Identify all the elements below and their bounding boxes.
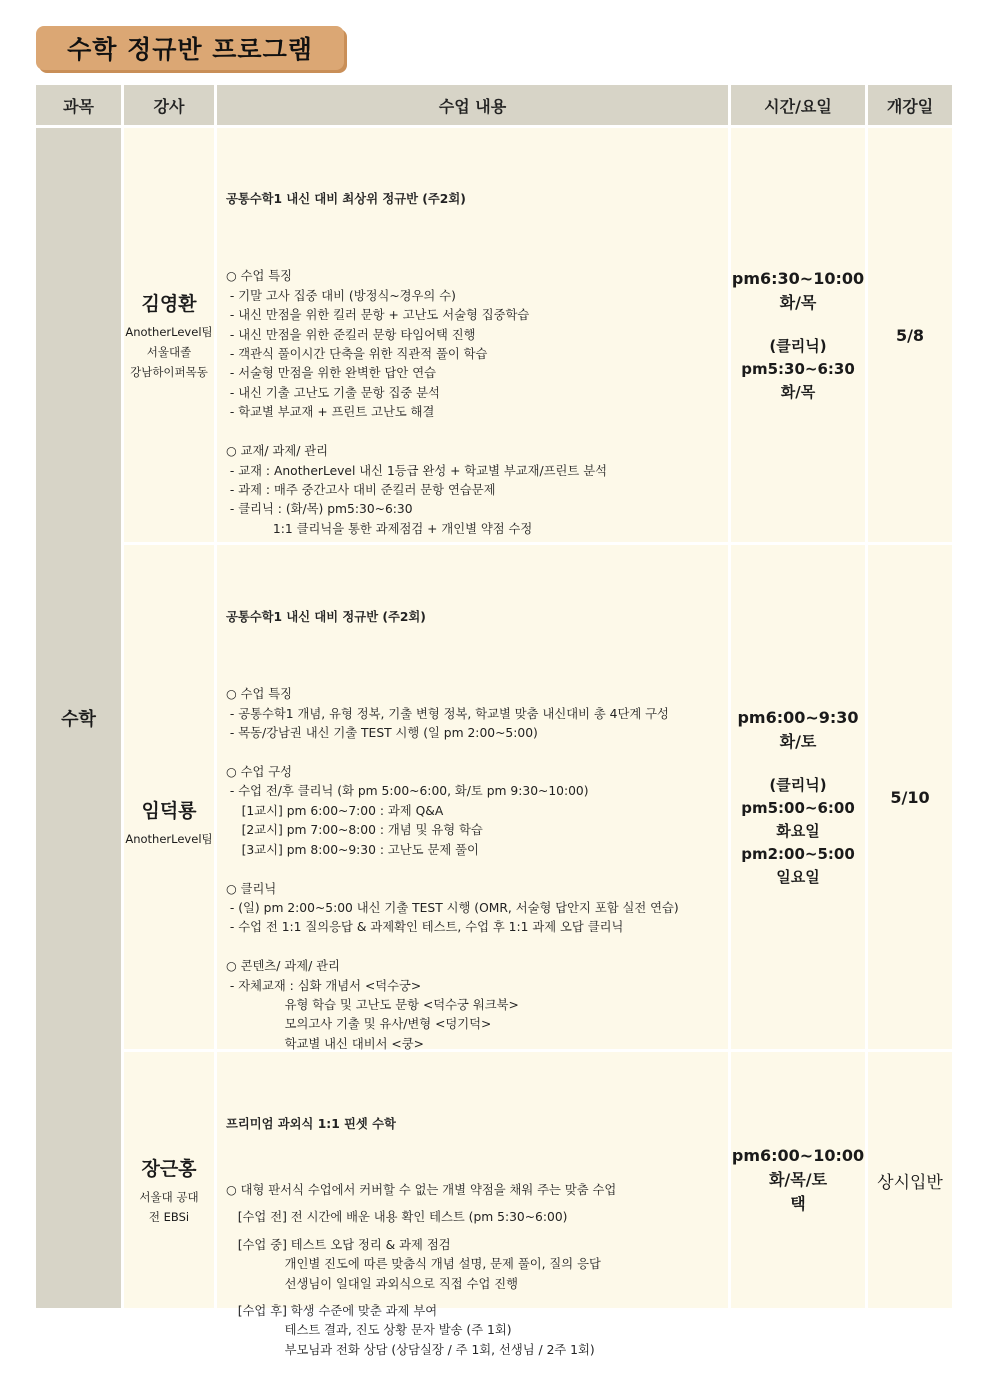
page-title: 수학 정규반 프로그램 (67, 35, 313, 64)
course-line (226, 1173, 728, 1181)
course-line: - 목동/강남권 내신 기출 TEST 시행 (일 pm 2:00~5:00) (226, 726, 538, 741)
course-line: - 자체교재 : 심화 개념서 <덕수궁> (226, 978, 422, 993)
header-teacher: 강사 (124, 85, 214, 125)
course-line: 모의고사 기출 및 유사/변형 <덩기덕> (226, 1017, 492, 1032)
course-line (226, 1200, 728, 1208)
content-cell (217, 1052, 728, 1357)
course-heading: 공통수학1 내신 대비 정규반 (주2회) (226, 609, 426, 624)
time-main: pm6:30~10:00 (731, 268, 865, 288)
course-line: - 수업 전/후 클리닉 (화 pm 5:00~6:00, 화/토 pm 9:30~10:00) (226, 784, 589, 799)
title-box (36, 26, 344, 70)
course-line: [3교시] pm 8:00~9:30 : 고난도 문제 풀이 (226, 842, 479, 857)
course-line: 개인별 진도에 따른 맞춤식 개념 설명, 문제 풀이, 질의 응답 (226, 1257, 601, 1272)
course-line: 선생님이 일대일 과외식으로 직접 수업 진행 (226, 1276, 518, 1291)
course-line: ○ 수업 구성 (226, 765, 293, 780)
clinic-label: (클리닉) (769, 775, 827, 794)
course-line (226, 1228, 728, 1236)
course-heading: 공통수학1 내신 대비 최상위 정규반 (주2회) (226, 191, 466, 206)
course-line: 부모님과 전화 상담 (상담실장 / 주 1회, 선생님 / 2주 1회) (226, 1342, 595, 1357)
course-line: 학교별 내신 대비서 <쿵> (226, 1036, 424, 1051)
course-line: [수업 후] 학생 수준에 맞춘 과제 부여 (226, 1304, 438, 1319)
teacher-info: AnotherLevel팀 (125, 831, 213, 846)
course-line (226, 248, 728, 267)
course-line: - (일) pm 2:00~5:00 내신 기출 TEST 시행 (OMR, 서술형 답안지 포함 실전 연습) (226, 900, 679, 915)
clinic-time: pm2:00~5:00 (741, 844, 855, 863)
clinic-days: 화/목 (780, 382, 816, 401)
open-date: 상시입반 (868, 1052, 952, 1308)
course-line: - 수업 전 1:1 질의응답 & 과제확인 테스트, 수업 후 1:1 과제 오답 클리닉 (226, 920, 624, 935)
time-cell (731, 1052, 865, 1308)
course-heading: 프리미엄 과외식 1:1 핀셋 수학 (226, 1116, 396, 1131)
header-content: 수업 내용 (217, 85, 728, 125)
teacher-info: AnotherLevel팀 (125, 324, 213, 339)
time-cell (731, 545, 865, 1049)
course-line: - 객관식 풀이시간 단축을 위한 직관적 풀이 학습 (226, 347, 488, 362)
time-days: 화/목 (779, 292, 817, 312)
teacher-name: 장근홍 (141, 1157, 197, 1180)
teacher-cell (124, 545, 214, 1049)
course-line: [1교시] pm 6:00~7:00 : 과제 Q&A (226, 803, 444, 818)
clinic-days: 화요일 (776, 821, 820, 840)
course-line: - 교재 : AnotherLevel 내신 1등급 완성 + 학교별 부교재/프린트 분석 (226, 463, 607, 478)
course-line: - 공통수학1 개념, 유형 정복, 기출 변형 정복, 학교별 맞춤 내신대비 총 4단계 구성 (226, 706, 669, 721)
course-lines (226, 666, 728, 1112)
course-line: - 서술형 만점을 위한 완벽한 답안 연습 (226, 366, 436, 381)
course-line: ○ 수업 특징 (226, 687, 293, 702)
teacher-info: 서울대졸 (146, 344, 192, 359)
course-line: - 내신 만점을 위한 준킬러 문항 타임어택 진행 (226, 327, 476, 342)
content-cell (217, 128, 728, 542)
course-line: - 클리닉 : (화/목) pm5:30~6:30 (226, 502, 413, 517)
clinic-days: 일요일 (776, 867, 820, 886)
course-line (226, 860, 728, 879)
course-line: - 과제 : 매주 중간고사 대비 준킬러 문항 연습문제 (226, 482, 496, 497)
time-main: pm6:00~9:30 (737, 707, 859, 727)
header-subject: 과목 (36, 85, 121, 125)
course-line: ○ 클리닉 (226, 881, 277, 896)
teacher-name: 김영환 (141, 292, 197, 315)
time-days: 택 (790, 1194, 806, 1213)
teacher-cell (124, 128, 214, 542)
teacher-info: 강남하이퍼목동 (130, 364, 208, 379)
course-line (226, 744, 728, 763)
teacher-info: 서울대 공대 (139, 1189, 199, 1204)
course-line: [수업 중] 테스트 오답 정리 & 과제 점검 (226, 1237, 451, 1252)
course-line: - 내신 기출 고난도 기출 문항 집중 분석 (226, 385, 440, 400)
course-line: ○ 수업 특징 (226, 269, 293, 284)
open-date: 5/10 (868, 545, 952, 1049)
course-line: 유형 학습 및 고난도 문항 <덕수궁 워크북> (226, 997, 519, 1012)
content-cell (217, 545, 728, 1049)
teacher-name: 임덕룡 (141, 799, 197, 822)
header-open: 개강일 (868, 85, 952, 125)
course-line: ○ 콘텐츠/ 과제/ 관리 (226, 959, 340, 974)
time-cell (731, 128, 865, 542)
header-time: 시간/요일 (731, 85, 865, 125)
course-lines (226, 1173, 728, 1360)
subject-cell: 수학 (36, 128, 121, 1308)
course-line (226, 423, 728, 442)
course-line (226, 1294, 728, 1302)
course-line: ○ 교재/ 과제/ 관리 (226, 444, 329, 459)
course-line (226, 938, 728, 957)
teacher-info: 전 EBSi (148, 1209, 190, 1224)
course-line: [2교시] pm 7:00~8:00 : 개념 및 유형 학습 (226, 823, 483, 838)
course-line: - 학교별 부교재 + 프린트 고난도 해결 (226, 405, 435, 420)
course-line: 테스트 결과, 진도 상황 문자 발송 (주 1회) (226, 1323, 512, 1338)
time-days: 화/토 (779, 731, 817, 751)
course-line: [수업 전] 전 시간에 배운 내용 확인 테스트 (pm 5:30~6:00) (226, 1210, 568, 1225)
course-line: 1:1 클리닉을 통한 과제점검 + 개인별 약점 수정 (226, 521, 533, 536)
open-date: 5/8 (868, 128, 952, 542)
clinic-time: pm5:30~6:30 (741, 359, 855, 378)
course-line: ○ 대형 판서식 수업에서 커버할 수 없는 개별 약점을 채워 주는 맞춤 수업 (226, 1183, 617, 1198)
clinic-time: pm5:00~6:00 (741, 798, 855, 817)
course-line: - 기말 고사 집중 대비 (방정식~경우의 수) (226, 288, 456, 303)
course-line: - 내신 만점을 위한 킬러 문항 + 고난도 서술형 집중학습 (226, 308, 530, 323)
time-main: pm6:00~10:00 (731, 1146, 865, 1165)
clinic-label: (클리닉) (769, 336, 827, 355)
teacher-cell (124, 1052, 214, 1308)
time-days: 화/목/토 (768, 1170, 828, 1189)
course-line (226, 666, 728, 685)
